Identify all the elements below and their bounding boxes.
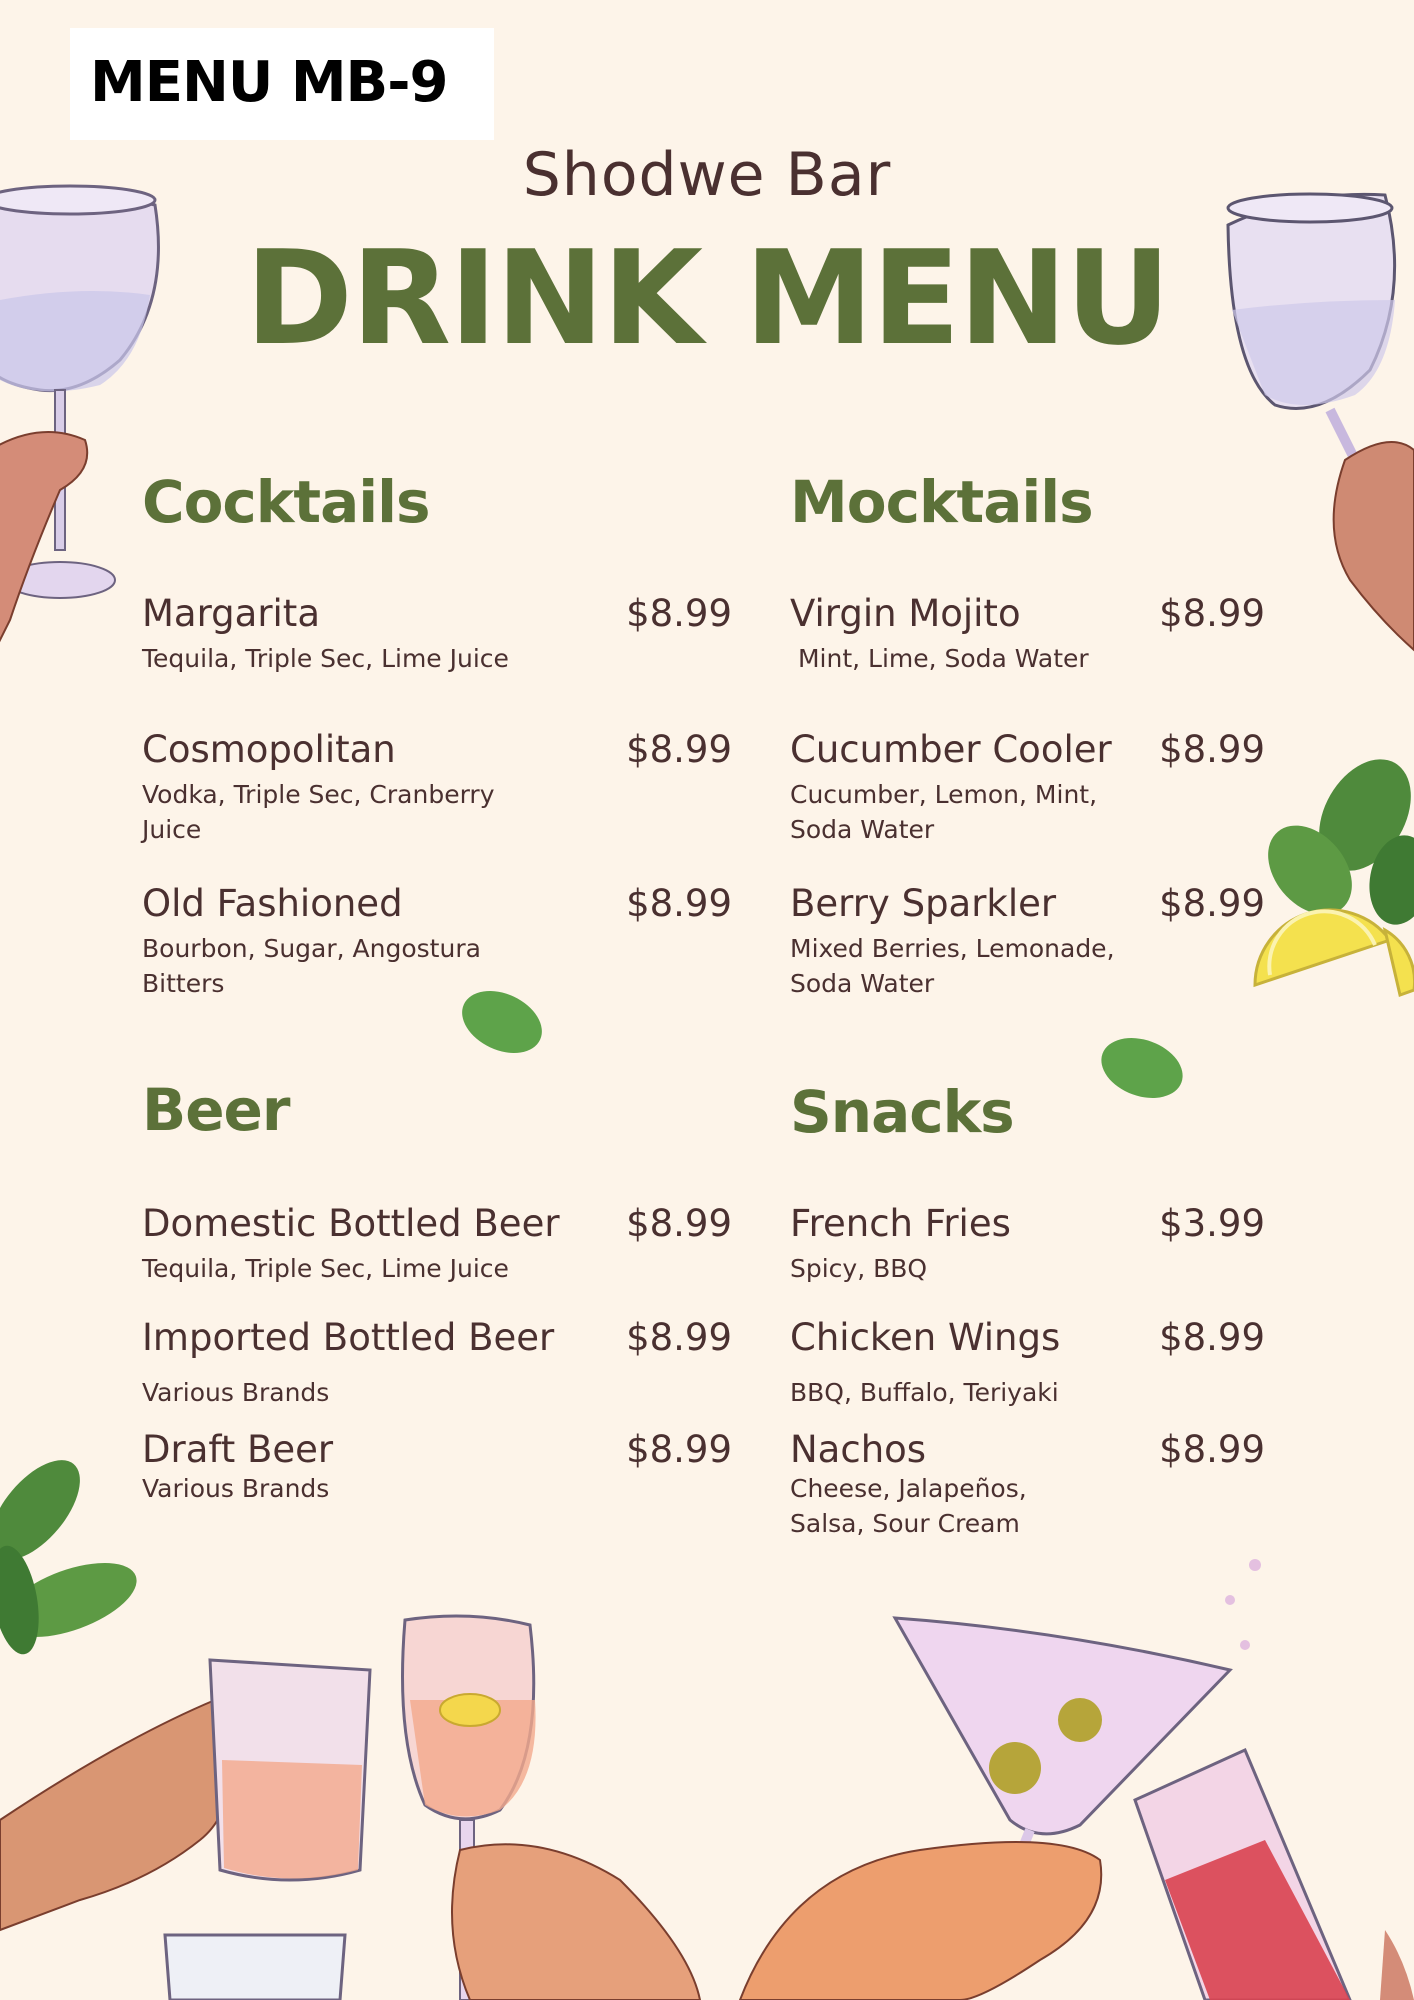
item-price: $8.99 [1159, 592, 1265, 635]
section-title: Mocktails [790, 468, 1093, 536]
item-price: $8.99 [1159, 1428, 1265, 1471]
menu-item [142, 1428, 732, 1506]
menu-item [142, 1202, 732, 1286]
section-beer [142, 1076, 732, 1576]
item-description: BBQ, Buffalo, Teriyaki [790, 1378, 1059, 1407]
item-name: Virgin Mojito [790, 592, 1021, 635]
item-description: Spicy, BBQ [790, 1254, 928, 1283]
section-cocktails [142, 468, 732, 1028]
item-description: Cucumber, Lemon, Mint, Soda Water [790, 780, 1098, 844]
item-name: Domestic Bottled Beer [142, 1202, 560, 1245]
item-price: $8.99 [1159, 728, 1265, 771]
item-description: Bourbon, Sugar, Angostura Bitters [142, 934, 481, 998]
mint-sprig-left-icon [0, 1445, 146, 1658]
item-description: Various Brands [142, 1474, 330, 1503]
menu-item [790, 592, 1265, 676]
item-name: Margarita [142, 592, 320, 635]
menu-code: MENU MB-9 [90, 50, 448, 115]
section-snacks [790, 1078, 1265, 1578]
item-price: $8.99 [626, 592, 732, 635]
item-name: Draft Beer [142, 1428, 334, 1471]
venue-name: Shodwe Bar [522, 140, 892, 210]
menu-item [142, 882, 732, 1001]
item-price: $8.99 [626, 728, 732, 771]
item-price: $8.99 [626, 1316, 732, 1359]
section-title: Cocktails [142, 468, 430, 536]
item-name: Imported Bottled Beer [142, 1316, 555, 1359]
item-price: $8.99 [626, 882, 732, 925]
menu-item [790, 728, 1265, 847]
item-price: $8.99 [626, 1202, 732, 1245]
menu-item [142, 728, 732, 847]
menu-code-tag [70, 28, 494, 140]
item-name: Old Fashioned [142, 882, 403, 925]
section-title: Snacks [790, 1078, 1014, 1146]
item-name: Chicken Wings [790, 1316, 1061, 1359]
item-name: French Fries [790, 1202, 1011, 1245]
item-price: $8.99 [1159, 882, 1265, 925]
menu-item [790, 1316, 1265, 1410]
item-description: Mint, Lime, Soda Water [790, 644, 1089, 673]
item-description: Tequila, Triple Sec, Lime Juice [142, 1254, 509, 1283]
item-name: Cucumber Cooler [790, 728, 1112, 771]
toasting-glasses-icon [0, 1559, 1414, 2000]
item-description: Various Brands [142, 1378, 330, 1407]
menu-item [790, 1202, 1265, 1286]
item-price: $8.99 [626, 1428, 732, 1471]
item-price: $3.99 [1159, 1202, 1265, 1245]
menu-item [790, 1428, 1265, 1541]
item-description: Cheese, Jalapeños, Salsa, Sour Cream [790, 1474, 1027, 1538]
item-description: Mixed Berries, Lemonade, Soda Water [790, 934, 1115, 998]
menu-item [790, 882, 1265, 1001]
menu-item [142, 592, 732, 676]
section-title: Beer [142, 1076, 290, 1144]
section-mocktails [790, 468, 1265, 1028]
item-name: Berry Sparkler [790, 882, 1057, 925]
menu-item [142, 1316, 732, 1410]
menu-title: DRINK MENU [245, 222, 1169, 374]
mint-lemon-right-icon [1251, 743, 1414, 995]
item-name: Nachos [790, 1428, 927, 1471]
item-description: Tequila, Triple Sec, Lime Juice [142, 644, 509, 673]
item-description: Vodka, Triple Sec, Cranberry Juice [142, 780, 495, 844]
item-name: Cosmopolitan [142, 728, 396, 771]
item-price: $8.99 [1159, 1316, 1265, 1359]
